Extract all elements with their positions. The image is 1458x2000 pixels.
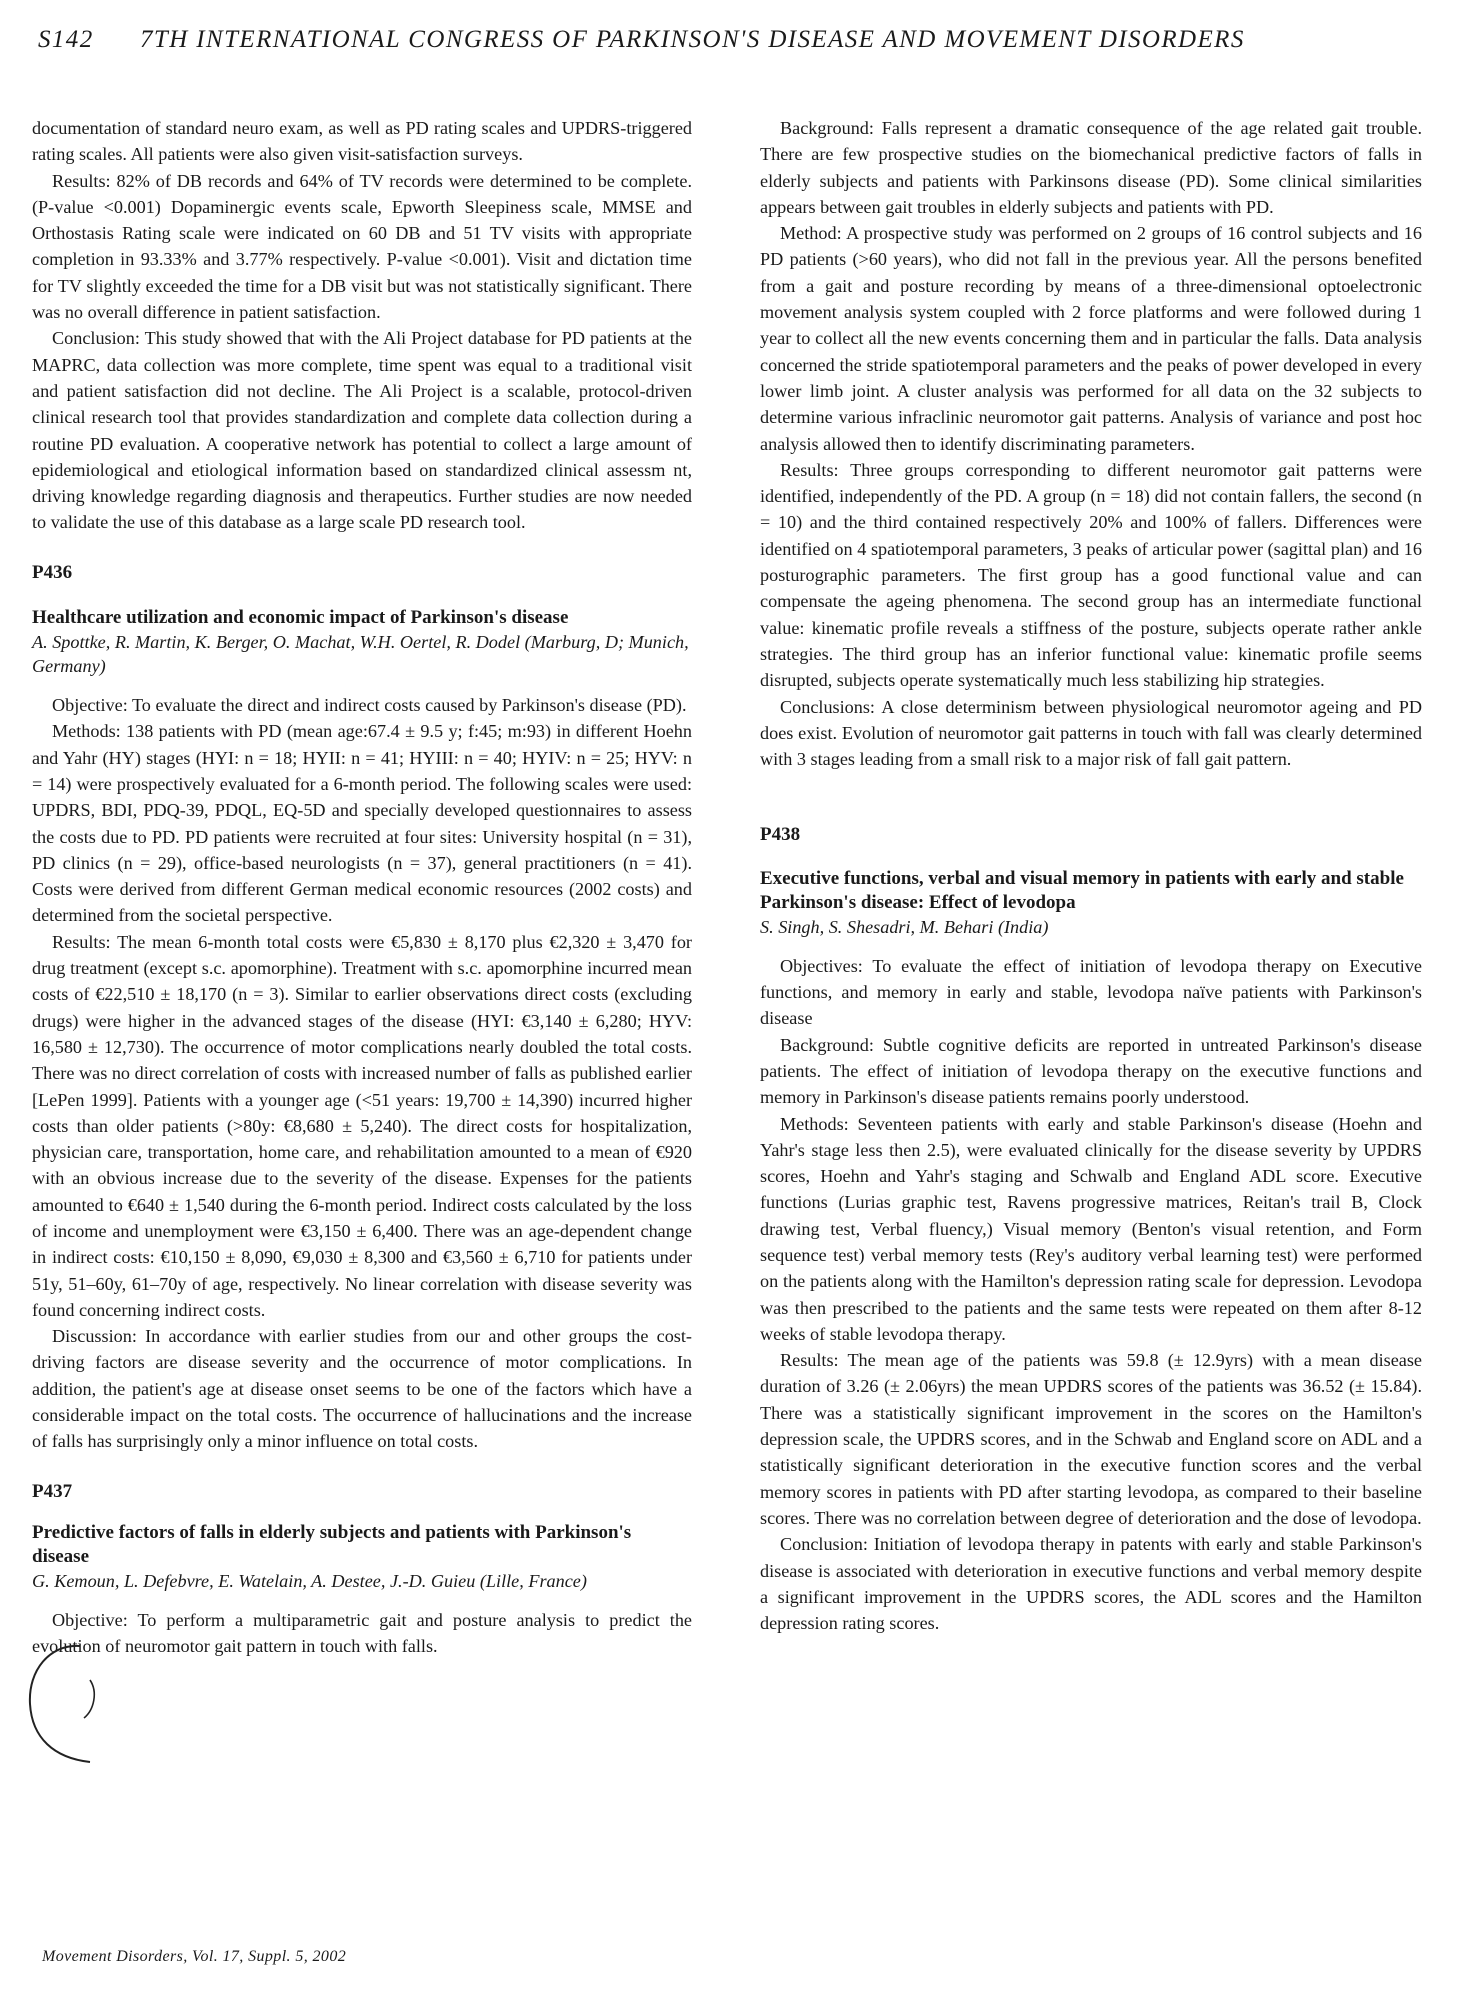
body-paragraph: Method: A prospective study was performed on 2 groups of 16 control subjects and 16 PD patients (>60 years), who did not fall in the previous year. All the persons benefited from a gait and posture recording by means of a three-dimensional optoelectronic movement analysis system coupled with 2 force platforms and were followed during 1 year to collect all the new events concerning them and in particular the falls. Data analysis concerned the stride spatiotemporal parameters and the peaks of power developed in every lower limb joint. A cluster analysis was performed for all data on the 32 subjects to determine various infraclinic neuromotor gait patterns. Analysis of variance and post hoc analysis allowed then to identify discriminating parameters. xyxy=(760,223,1422,454)
abstract-id: P437 xyxy=(32,1480,73,1502)
abstract-title: Predictive factors of falls in elderly subjects and patients with Parkinson's disease xyxy=(32,1521,632,1567)
body-paragraph: Objective: To perform a multiparametric gait and posture analysis to predict the evolution of neuromotor gait pattern in touch with falls. xyxy=(32,1609,692,1657)
body-paragraph: Results: 82% of DB records and 64% of TV records were determined to be complete. (P-value <0.001) Dopaminergic events scale, Epworth Sleepiness scale, MMSE and Orthostasis Rating scale were indicated on 60 DB and 51 TV visits with appropriate completion in 93.33% and 3.77% respectively. P-value <0.001). Visit and dictation time for TV slightly exceeded the time for a DB visit but was not statistically significant. There was no overall difference in patient satisfaction. xyxy=(32,170,692,323)
body-paragraph: Background: Subtle cognitive deficits are reported in untreated Parkinson's disease patients. The effect of initiation of levodopa therapy on the executive functions and memory in Parkinson's disease patients remains poorly understood. xyxy=(760,1034,1422,1108)
abstract-authors: S. Singh, S. Shesadri, M. Behari (India) xyxy=(760,916,1049,937)
body-paragraph: Background: Falls represent a dramatic consequence of the age related gait trouble. There are few prospective studies on the biomechanical predictive factors of falls in elderly subjects and patients with Parkinsons disease (PD). Some clinical similarities appears between gait troubles in elderly subjects and patients with PD. xyxy=(760,118,1422,217)
body-paragraph: Results: Three groups corresponding to different neuromotor gait patterns were identified, independently of the PD. A group (n = 18) did not contain fallers, the second (n = 10) and the third contained respectively 20% and 100% of fallers. Differences were identified on 4 spatiotemporal parameters, 3 peaks of articular power (sagittal plan) and 16 posturographic parameters. The first group has a good functional value and can compensate the ageing phenomena. The second group has an intermediate functional value: kinematic profile reveals a stiffness of the posture, subjects operate rather ankle strategies. The third group has an inferior functional value: kinematic profile seems disrupted, subjects operate systematically much less stabilizing hip strategies. xyxy=(760,459,1422,691)
body-paragraph: Objective: To evaluate the direct and indirect costs caused by Parkinson's disease (PD). xyxy=(52,695,687,716)
abstract-authors: A. Spottke, R. Martin, K. Berger, O. Machat, W.H. Oertel, R. Dodel (Marburg, D; Munich, Germany) xyxy=(32,632,689,677)
abstract-authors: G. Kemoun, L. Defebvre, E. Watelain, A. Destee, J.-D. Guieu (Lille, France) xyxy=(32,1570,587,1591)
right-column xyxy=(760,115,1422,1636)
body-paragraph: Discussion: In accordance with earlier studies from our and other groups the cost-driving factors are disease severity and the occurrence of motor complications. In addition, the patient's age at disease onset seems to be one of the factors which have a considerable impact on the total costs. The occurrence of hallucinations and the increase of falls has surprisingly only a minor influence on total costs. xyxy=(32,1326,692,1452)
abstract-id: P436 xyxy=(32,561,73,583)
abstract-title: Healthcare utilization and economic impact of Parkinson's disease xyxy=(32,607,569,629)
body-paragraph: Methods: Seventeen patients with early and stable Parkinson's disease (Hoehn and Yahr's stage less then 2.5), were evaluated clinically for the disease severity by UPDRS scores, Hoehn and Yahr's staging and Schwalb and England ADL score. Executive functions (Lurias graphic test, Ravens progressive matrices, Reitan's trail B, Clock drawing test, Verbal fluency,) Visual memory (Benton's visual retention, and Form sequence test) verbal memory tests (Rey's auditory verbal learning test) were performed on the patients along with the Hamilton's depression rating scale for depression. Levodopa was then prescribed to the patients and the same tests were repeated on them after 8-12 weeks of stable levodopa therapy. xyxy=(760,1113,1422,1344)
abstract-id: P438 xyxy=(760,824,801,846)
body-paragraph: documentation of standard neuro exam, as well as PD rating scales and UPDRS-triggered rating scales. All patients were also given visit-satisfaction surveys. xyxy=(32,118,692,165)
body-paragraph: Conclusion: This study showed that with the Ali Project database for PD patients at the MAPRC, data collection was more complete, time spent was equal to a traditional visit and patient satisfaction did not decline. The Ali Project is a scalable, protocol-driven clinical research tool that provides standardization and complete data collection during a routine PD evaluation. A cooperative network has potential to collect a large amount of epidemiological and etiological information based on standardized clinical assessm nt, driving knowledge regarding diagnosis and therapeutics. Further studies are now needed to validate the use of this database as a large scale PD research tool. xyxy=(32,328,692,533)
left-column xyxy=(32,115,692,1660)
body-paragraph: Objectives: To evaluate the effect of initiation of levodopa therapy on Executive functions, and memory in early and stable, levodopa naïve patients with Parkinson's disease xyxy=(760,955,1422,1029)
body-paragraph: Conclusion: Initiation of levodopa therapy in patents with early and stable Parkinson's disease is associated with deterioration in executive functions and verbal memory despite a significant improvement in the UPDRS scores, the ADL scores and the Hamilton depression rating scores. xyxy=(760,1534,1422,1634)
running-title: 7TH INTERNATIONAL CONGRESS OF PARKINSON'S DISEASE AND MOVEMENT DISORDERS xyxy=(140,26,1245,53)
abstract-title: Executive functions, verbal and visual memory in patients with early and stable Parkinson's disease: Effect of levodopa xyxy=(760,867,1404,913)
body-paragraph: Conclusions: A close determinism between physiological neuromotor ageing and PD does exist. Evolution of neuromotor gait patterns in touch with fall was clearly determined with 3 stages leading from a small risk to a major risk of fall gait pattern. xyxy=(760,696,1422,770)
body-paragraph: Results: The mean age of the patients was 59.8 (± 12.9yrs) with a mean disease duration of 3.26 (± 2.06yrs) the mean UPDRS scores of the patients was 36.52 (± 15.84). There was a statistically significant improvement in the scores on the Hamilton's depression scale, the UPDRS scores, and in the Schwab and England score on ADL and a statistically significant deterioration in the executive function scores and the verbal memory scores in patients with PD after starting levodopa, as compared to their baseline scores. There was no correlation between degree of deterioration and the dose of levodopa. xyxy=(760,1350,1422,1528)
page-number: S142 xyxy=(38,26,94,53)
body-paragraph: Methods: 138 patients with PD (mean age:67.4 ± 9.5 y; f:45; m:93) in different Hoehn and Yahr (HY) stages (HYI: n = 18; HYII: n = 41; HYIII: n = 40; HYIV: n = 25; HYV: n = 14) were prospectively evaluated for a 6-month period. The following scales were used: UPDRS, BDI, PDQ-39, PDQL, EQ-5D and specially developed questionnaires to assess the costs due to PD. PD patients were recruited at four sites: University hospital (n = 31), PD clinics (n = 29), office-based neurologists (n = 37), general practitioners (n = 41). Costs were derived from different German medical economic resources (2002 costs) and determined from the societal perspective. xyxy=(32,721,692,926)
footer-citation: Movement Disorders, Vol. 17, Suppl. 5, 2002 xyxy=(42,1948,347,1965)
body-paragraph: Results: The mean 6-month total costs were €5,830 ± 8,170 plus €2,320 ± 3,470 for drug treatment (except s.c. apomorphine). Treatment with s.c. apomorphine incurred mean costs of €22,510 ± 18,170 (n = 3). Similar to earlier observations direct costs (excluding drugs) were higher in the advanced stages of the disease (HYI: €3,140 ± 6,280; HYV: 16,580 ± 12,730). The occurrence of motor complications nearly doubled the total costs. There was no direct correlation of costs with increased number of falls as published earlier [LePen 1999]. Patients with a younger age (<51 years: 19,700 ± 14,390) incurred higher costs than older patients (>80y: €8,680 ± 5,240). The direct costs for hospitalization, physician care, transportation, home care, and rehabilitation amounted to a mean of €920 with an obvious increase due to the severity of the disease. Expenses for the patients amounted to €640 ± 1,540 during the 6-month period. Indirect costs calculated by the loss of income and unemployment were €3,150 ± 6,400. There was an age-dependent change in indirect costs: €10,150 ± 8,090, €9,030 ± 8,300 and €3,560 ± 6,710 for patients under 51y, 51–60y, 61–70y of age, respectively. No linear correlation with disease severity was found concerning indirect costs. xyxy=(32,931,692,1320)
running-header xyxy=(38,22,1328,62)
